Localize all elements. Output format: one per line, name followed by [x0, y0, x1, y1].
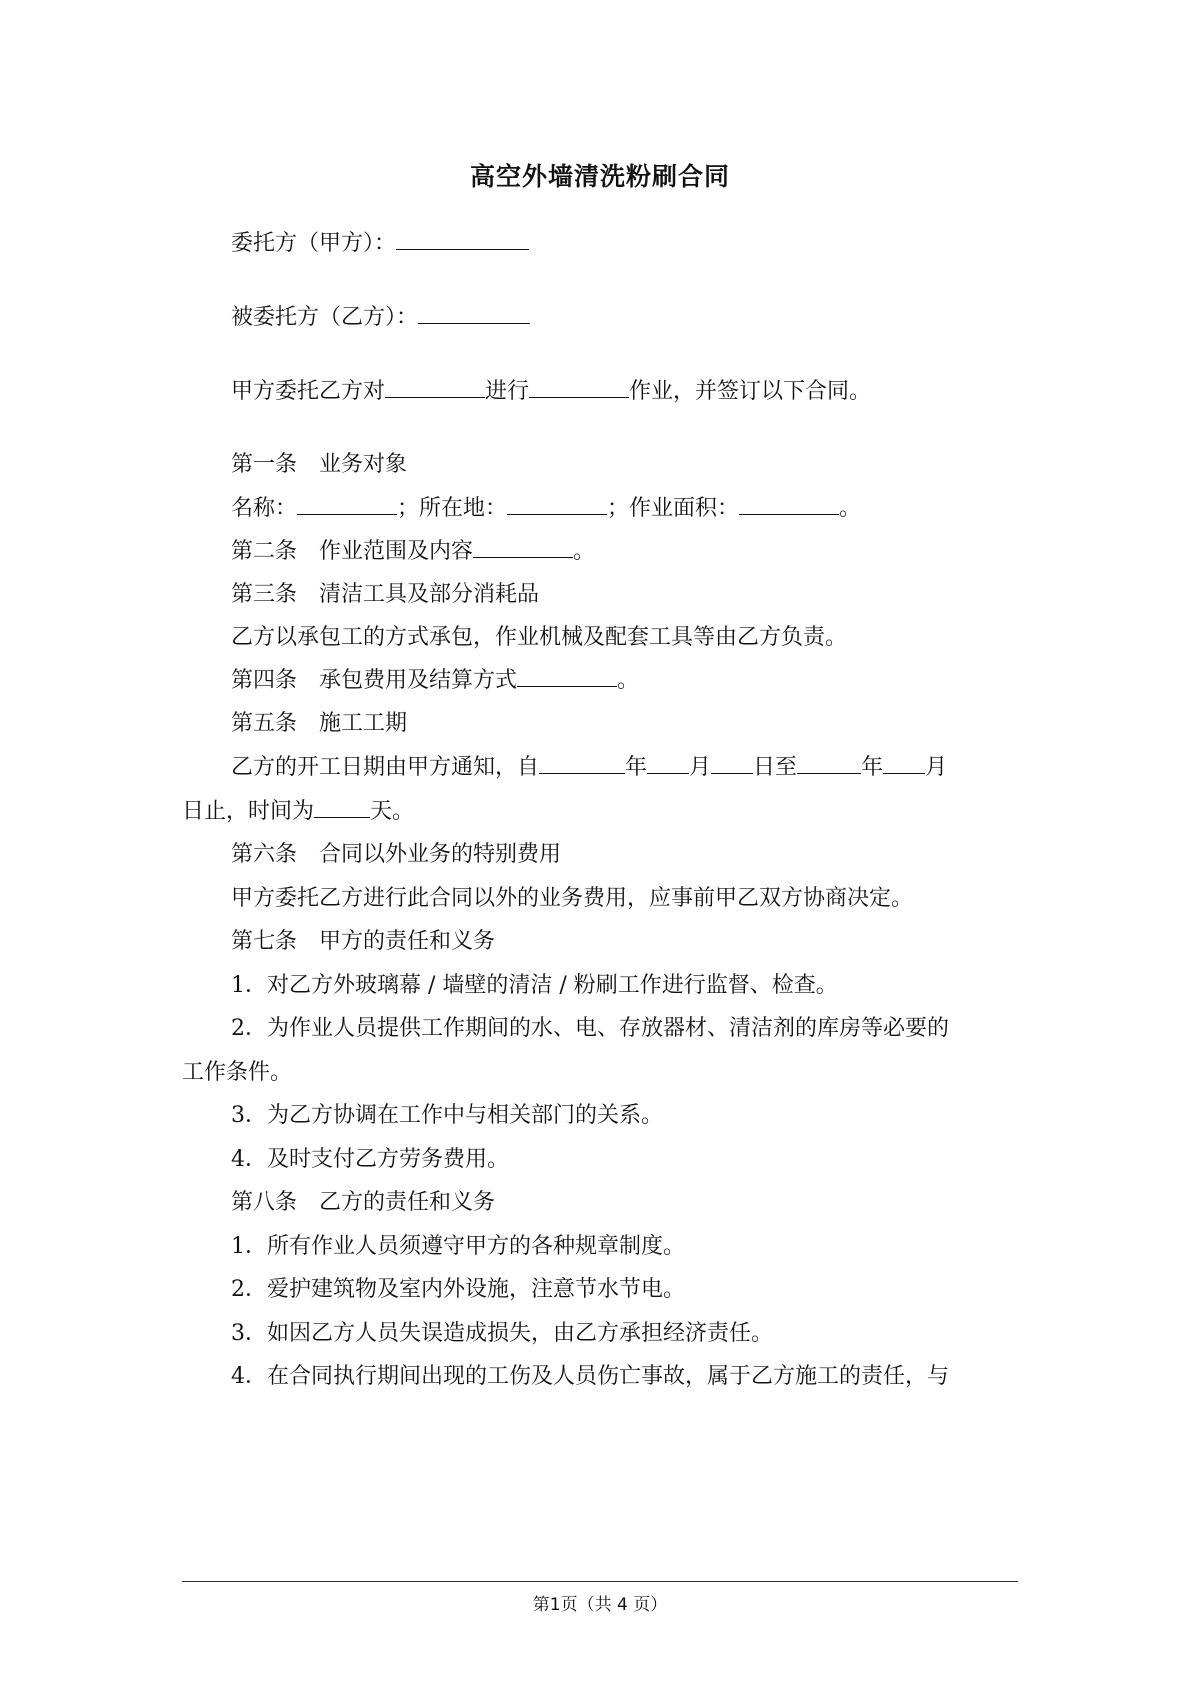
article-3-heading: [231, 580, 539, 610]
article-1-name: 业务对象: [319, 452, 408, 477]
month-label: 月: [689, 755, 712, 780]
page-number: 第1页（共 4 页）: [532, 1595, 668, 1615]
article-7-item-2-cont: 工作条件。: [182, 1060, 293, 1085]
article-5-number: 第五条: [231, 711, 298, 736]
start-date-text: 乙方的开工日期由甲方通知，自: [231, 755, 540, 780]
article-3-body: 乙方以承包工的方式承包，作业机械及配套工具等由乙方负责。: [231, 625, 848, 650]
article-1-heading: [231, 450, 407, 480]
month-label: 月: [925, 755, 948, 780]
article-8-item-3: 3．如因乙方人员失误造成损失，由乙方承担经济责任。: [231, 1321, 773, 1346]
fee-blank: [517, 666, 617, 687]
intro-text-a: 甲方委托乙方对: [231, 379, 386, 404]
start-year-blank: [539, 753, 625, 774]
article-5-body-line-2: [182, 797, 414, 827]
intro-text-b: 进行: [485, 379, 530, 404]
days-blank: [314, 797, 370, 818]
article-8-item-2: 2．爱护建筑物及室内外设施，注意节水节电。: [231, 1277, 685, 1302]
article-8-name: 乙方的责任和义务: [319, 1190, 496, 1215]
article-7-heading: [231, 927, 495, 957]
article-4-heading: [231, 666, 639, 696]
intro-blank-2: [529, 377, 629, 398]
article-3-name: 清洁工具及部分消耗品: [319, 582, 540, 607]
intro-text-c: 作业，并签订以下合同。: [629, 379, 872, 404]
article-6-body: 甲方委托乙方进行此合同以外的业务费用，应事前甲乙双方协商决定。: [231, 886, 914, 911]
article-5-heading: [231, 709, 407, 739]
end-month-blank: [883, 753, 925, 774]
year-label: 年: [625, 755, 648, 780]
period: 。: [573, 539, 596, 564]
end-year-blank: [797, 753, 861, 774]
article-7-name: 甲方的责任和义务: [319, 929, 496, 954]
article-7-item-2: 2．为作业人员提供工作期间的水、电、存放器材、清洁剂的库房等必要的: [231, 1016, 949, 1041]
article-2-name: 作业范围及内容: [319, 539, 474, 564]
article-3-number: 第三条: [231, 582, 298, 607]
article-1-number: 第一条: [231, 452, 298, 477]
article-2-heading: [231, 537, 595, 567]
article-4-name: 承包费用及结算方式: [319, 668, 518, 693]
article-7-number: 第七条: [231, 929, 298, 954]
article-8-item-4: 4．在合同执行期间出现的工伤及人员伤亡事故，属于乙方施工的责任，与: [231, 1364, 949, 1389]
area-label: ；作业面积：: [607, 496, 740, 521]
intro-line: [231, 377, 871, 407]
article-6-name: 合同以外业务的特别费用: [319, 842, 562, 867]
article-6-number: 第六条: [231, 842, 298, 867]
article-7-item-3: 3．为乙方协调在工作中与相关部门的关系。: [231, 1103, 663, 1128]
party-a-blank: [396, 229, 529, 250]
start-month-blank: [647, 753, 689, 774]
day-to-label: 日至: [753, 755, 798, 780]
period: 。: [839, 496, 862, 521]
party-b-line: [231, 303, 530, 333]
article-7-item-4: 4．及时支付乙方劳务费用。: [231, 1147, 509, 1172]
article-2-number: 第二条: [231, 539, 298, 564]
article-8-item-1: 1．所有作业人员须遵守甲方的各种规章制度。: [231, 1234, 685, 1259]
article-8-number: 第八条: [231, 1190, 298, 1215]
location-label: ；所在地：: [397, 496, 508, 521]
article-4-number: 第四条: [231, 668, 298, 693]
party-b-blank: [418, 303, 530, 324]
name-blank: [297, 494, 397, 515]
duration-text: 日止，时间为: [182, 799, 315, 824]
document-title: 高空外墙清洗粉刷合同: [469, 162, 730, 191]
party-a-label: 委托方（甲方）：: [231, 231, 397, 256]
days-label: 天。: [370, 799, 415, 824]
location-blank: [507, 494, 607, 515]
area-blank: [739, 494, 839, 515]
party-a-line: [231, 229, 529, 259]
scope-blank: [473, 537, 573, 558]
start-day-blank: [711, 753, 753, 774]
article-1-body: [231, 494, 861, 524]
article-8-heading: [231, 1188, 495, 1218]
article-6-heading: [231, 840, 561, 870]
intro-blank-1: [385, 377, 485, 398]
period: 。: [617, 668, 640, 693]
name-label: 名称：: [231, 496, 298, 521]
footer-divider: [182, 1581, 1018, 1582]
party-b-label: 被委托方（乙方）：: [231, 305, 419, 330]
article-5-body-line-1: [231, 753, 947, 783]
year-label: 年: [861, 755, 884, 780]
article-7-item-1: 1．对乙方外玻璃幕 / 墙壁的清洁 / 粉刷工作进行监督、检查。: [231, 973, 838, 998]
article-5-name: 施工工期: [319, 711, 408, 736]
